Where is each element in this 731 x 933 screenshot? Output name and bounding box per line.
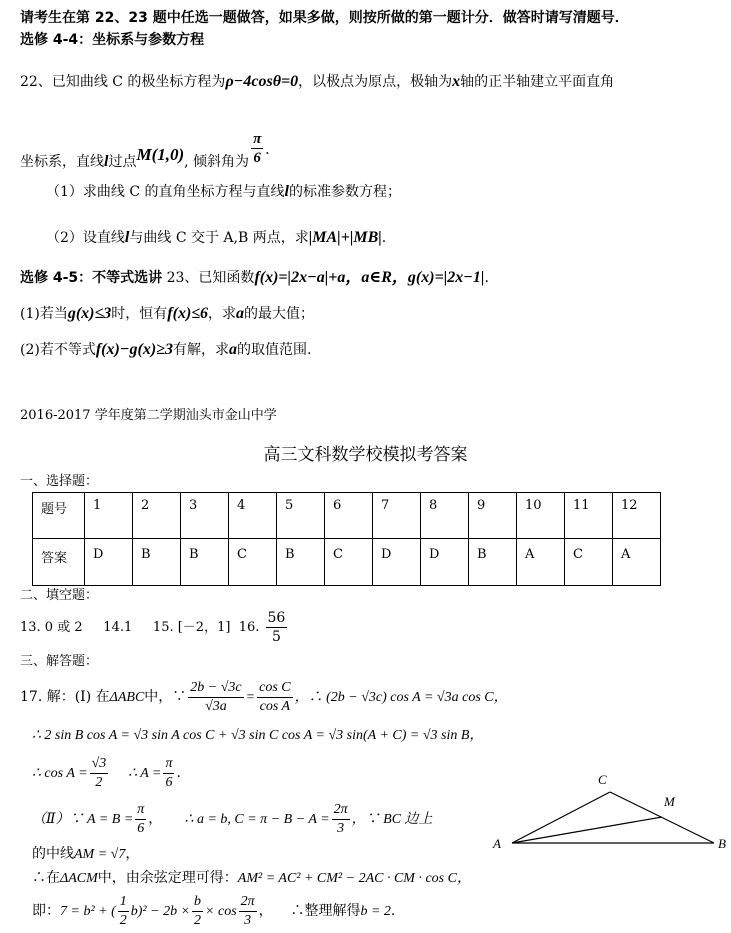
table-cell: 1: [85, 493, 133, 539]
distance-sum: |MA|+|MB|: [308, 229, 382, 246]
elective-45-title: 选修 4-5：不等式选讲: [20, 270, 163, 286]
label-c: C: [598, 772, 607, 787]
table-cell: 8: [421, 493, 469, 539]
solution-17-line4: （Ⅱ）∵ A = B = $\frac{\pi}{6}$ ， ∴ a = b, C = π − B − A = $\frac{2\pi}{3}$ ，∵ BC 边上: [32, 801, 433, 836]
fill-answers: 13. 0 或 2 14.1 15. [－2，1] 16. $\frac{56}{5}$: [20, 610, 286, 645]
median-am: [512, 817, 662, 843]
table-cell: 7: [373, 493, 421, 539]
table-row-answers: [33, 539, 661, 586]
functions-def: f(x)=|2x−a|+a，a∈R，g(x)=|2x−1|: [254, 269, 485, 286]
side-ac: [512, 792, 610, 843]
label-m: M: [664, 794, 675, 809]
table-cell: 答案: [33, 539, 85, 586]
answer-table: [32, 492, 661, 586]
solution-17-line6: ∴在ΔACM中，由余弦定理可得：AM² = AC² + CM² − 2AC · CM · cos C，: [32, 870, 471, 886]
instruction-text: 请考生在第 22、23 题中任选一题做答，如果多做，则按所做的第一题计分．做答时请写清题号．: [20, 10, 629, 26]
angle-fraction: $\frac{\pi}{6}$: [253, 131, 262, 166]
table-cell: C: [229, 539, 277, 586]
table-cell: D: [373, 539, 421, 586]
table-cell: B: [181, 539, 229, 586]
table-cell: 2: [133, 493, 181, 539]
label-b: B: [718, 836, 726, 851]
section-fill: 二、填空题：: [20, 588, 99, 603]
table-cell: 9: [469, 493, 517, 539]
table-cell: C: [565, 539, 613, 586]
question-23-part2: (2)若不等式f(x)−g(x)≥3有解，求a的取值范围.: [20, 341, 312, 358]
solution-17-line5: 的中线AM = √7，: [32, 846, 140, 862]
elective-44-title: 选修 4-4：坐标系与参数方程: [20, 32, 205, 48]
table-cell: 5: [277, 493, 325, 539]
point-m: M(1,0): [136, 145, 185, 164]
solution-17-line7: 即：7 = b² + ( $\frac{1}{2}$ b)² − 2b × $\frac{b}{2}$ × cos $\frac{2\pi}{3}$ ， ∴整理解得b = 2.: [32, 893, 396, 928]
triangle-figure: [490, 766, 730, 856]
section-choice: 一、选择题：: [20, 474, 99, 489]
solution-17-line3: ∴ cos A = $\frac{√3}{2}$ ∴ A = $\frac{\pi}{6}$ .: [32, 755, 181, 790]
section-solutions: 三、解答题：: [20, 654, 99, 669]
answer-title: 高三文科数学校模拟考答案: [263, 445, 468, 465]
question-23-part1: (1)若当g(x)≤3时，恒有f(x)≤6，求a的最大值；: [20, 305, 315, 322]
table-cell: 11: [565, 493, 613, 539]
table-cell: D: [85, 539, 133, 586]
question-22-line2: 坐标系，直线l过点M(1,0), 倾斜角为 $\frac{\pi}{6}$ ．: [20, 131, 280, 170]
table-cell: 10: [517, 493, 565, 539]
question-23-line1: 选修 4-5：不等式选讲 23、已知函数f(x)=|2x−a|+a，a∈R，g(x)=|2x−1|.: [20, 269, 489, 286]
table-cell: A: [517, 539, 565, 586]
polar-equation: ρ−4cosθ=0: [225, 73, 299, 90]
school-line: 2016-2017 学年度第二学期汕头市金山中学: [20, 408, 277, 423]
question-22-part2: （2）设直线l与曲线 C 交于 A,B 两点，求|MA|+|MB|.: [46, 229, 387, 246]
table-cell: 3: [181, 493, 229, 539]
table-cell: B: [277, 539, 325, 586]
question-22-line1: 22、已知曲线 C 的极坐标方程为ρ−4cosθ=0，以极点为原点，极轴为x轴的正半轴建立平面直角: [20, 73, 615, 90]
table-cell: 12: [613, 493, 661, 539]
table-cell: A: [613, 539, 661, 586]
table-cell: D: [421, 539, 469, 586]
label-a: A: [493, 836, 501, 851]
table-cell: 题号: [33, 493, 85, 539]
table-cell: B: [133, 539, 181, 586]
question-22-part1: （1）求曲线 C 的直角坐标方程与直线l的标准参数方程；: [46, 183, 401, 200]
table-cell: B: [469, 539, 517, 586]
table-cell: 4: [229, 493, 277, 539]
solution-17-line2: ∴ 2 sin B cos A = √3 sin A cos C + √3 sin C cos A = √3 sin(A + C) = √3 sin B，: [32, 728, 484, 743]
table-row-numbers: [33, 493, 661, 539]
table-cell: C: [325, 539, 373, 586]
table-cell: 6: [325, 493, 373, 539]
solution-17-line1: 17. 解：(Ⅰ) 在ΔABC中，∵ $\frac{2b - √3c}{√3a}$ = $\frac{\text{cos C}}{\text{cos A}}$ ，∴ (2b − √3c) cos A = √3a cos C，: [20, 679, 508, 714]
